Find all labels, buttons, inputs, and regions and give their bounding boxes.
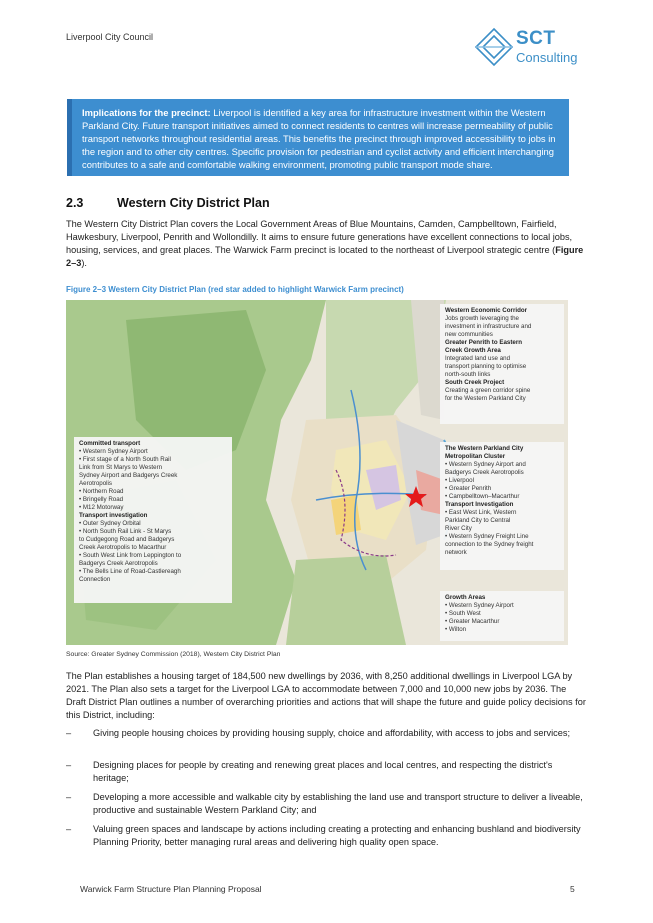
legend-line: Badgerys Creek Aerotropolis (79, 560, 158, 567)
legend-line: investment in infrastructure and (445, 323, 532, 330)
list-dash: – (66, 760, 72, 770)
legend-line: • North South Rail Link - St Marys (79, 528, 172, 535)
legend-heading: Metropolitan Cluster (445, 453, 506, 460)
logo-text: SCT (516, 28, 556, 49)
header-organisation: Liverpool City Council (66, 32, 154, 42)
list-dash: – (66, 792, 72, 802)
legend-heading: Creek Growth Area (445, 347, 501, 354)
legend-line: • East West Link, Western (445, 509, 517, 516)
sct-consulting-logo (472, 24, 590, 72)
list-dash: – (66, 728, 72, 738)
legend-line: Link from St Marys to Western (79, 464, 163, 471)
legend-line: Integrated land use and (445, 355, 511, 362)
legend-line: network (445, 549, 467, 556)
legend-line: for the Western Parkland City (445, 395, 526, 402)
plan-paragraph: The Plan establishes a housing target of 184,500 new dwellings by 2036, with 8,250 additional dwellings in Liverpool LGA by 2021. The Plan also sets a target for the Liverpool LGA to accommodate between 7,000 and 10,000 new jobs by 2036. The Draft District Plan outlines a number of overarching priorities and actions that will shape the future and guide policy decisions for this District, including: (66, 671, 586, 720)
implications-callout (67, 99, 569, 176)
legend-line: north-south links (445, 371, 491, 378)
footer-title: Warwick Farm Structure Plan Planning Proposal (80, 884, 262, 894)
legend-line: Connection (79, 576, 111, 583)
legend-line: • The Bells Line of Road-Castlereagh (79, 568, 181, 575)
legend-line: • Wilton (445, 626, 467, 633)
list-item-text: Designing places for people by creating and renewing great places and local centres, and respecting the district's heritage; (93, 760, 553, 783)
legend-heading: Transport Investigation (445, 501, 514, 508)
legend-line: Sydney Airport and Badgerys Creek (79, 472, 178, 479)
legend-line: • Greater Penrith (445, 485, 492, 492)
section-title: Western City District Plan (117, 196, 270, 210)
legend-line: Creek Aerotropolis to Macarthur (79, 544, 167, 551)
legend-line: Jobs growth leveraging the (445, 315, 519, 322)
legend-line: Aerotropolis (79, 480, 113, 487)
intro-figure-ref: Figure 2–3 (66, 245, 584, 268)
legend-heading: Transport investigation (79, 512, 148, 519)
district-plan-map (66, 300, 568, 645)
logo-subtext: Consulting (516, 50, 578, 65)
map-legend-left (74, 437, 232, 603)
callout-lead: Implications for the precinct: (82, 107, 211, 118)
intro-paragraph (66, 218, 586, 270)
legend-line: transport planning to optimise (445, 363, 527, 370)
legend-line: Creating a green corridor spine (445, 387, 531, 394)
legend-line: • Western Sydney Airport (445, 602, 514, 609)
legend-line: connection to the Sydney freight (445, 541, 534, 548)
intro-end: ). (81, 258, 87, 268)
logo-mark-icon (472, 26, 516, 70)
legend-line: • Western Sydney Airport (79, 448, 148, 455)
figure-caption: Figure 2–3 Western City District Plan (red star added to highlight Warwick Farm precinct) (66, 285, 404, 294)
map-legend-right-mid (440, 442, 564, 570)
callout-body: Liverpool is identified a key area for infrastructure investment within the Western Parkland City. Future transport initiatives aimed to connect residents to centres will increase permeability of public transport networks throughout residential areas. This benefits the precinct through improved accessibility to jobs in the region and to other city centres. Specific provision for pedestrian and cyclist activity and efficient interchanging contributes to a safe and comfortable walking environment, promoting public transport mode share. (82, 107, 556, 170)
legend-line: • Liverpool (445, 477, 474, 484)
legend-line: • Northern Road (79, 488, 124, 495)
legend-line: River City (445, 525, 472, 532)
list-dash: – (66, 824, 72, 834)
legend-heading: The Western Parkland City (445, 445, 524, 452)
legend-line: • Western Sydney Airport and (445, 461, 526, 468)
map-legend-right-top (440, 304, 564, 424)
legend-line: • First stage of a North South Rail (79, 456, 171, 463)
legend-line: • M12 Motorway (79, 504, 124, 511)
legend-line: Parkland City to Central (445, 517, 511, 524)
legend-line: • Bringelly Road (79, 496, 124, 503)
map-legend-right-bottom (440, 591, 564, 641)
legend-line: • South West (445, 610, 481, 617)
legend-line: • Campbelltown–Macarthur (445, 493, 520, 500)
legend-line: new communities (445, 331, 493, 338)
legend-line: • Outer Sydney Orbital (79, 520, 141, 527)
legend-heading: South Creek Project (445, 379, 505, 386)
legend-heading: Western Economic Corridor (445, 307, 528, 314)
intro-text: The Western City District Plan covers the Local Government Areas of Blue Mountains, Camden, Campbelltown, Fairfield, Hawkesbury, Liverpool, Penrith and Wollondilly. It aims to ensure future generations have excellent connections to local jobs, housing, services, and great places. The Warwick Farm precinct is located to the northeast of Liverpool strategic centre ( (66, 219, 573, 255)
figure-source: Source: Greater Sydney Commission (2018), Western City District Plan (66, 651, 281, 658)
legend-line: • South West Link from Leppington to (79, 552, 182, 559)
legend-line: to Cudgegong Road and Badgerys (79, 536, 175, 543)
legend-line: • Western Sydney Freight Line (445, 533, 529, 540)
page-number: 5 (570, 884, 575, 894)
list-item-text: Valuing green spaces and landscape by actions including creating a protecting and enhancing bushland and biodiversity Planning Priority, better managing rural areas and delivering high quality open space. (93, 824, 581, 847)
legend-line: Badgerys Creek Aerotropolis (445, 469, 524, 476)
legend-heading: Growth Areas (445, 594, 486, 601)
legend-heading: Greater Penrith to Eastern (445, 339, 523, 346)
section-number: 2.3 (66, 196, 84, 210)
list-item-text: Giving people housing choices by providing housing supply, choice and affordability, with access to jobs and services; (93, 728, 571, 738)
legend-heading: Committed transport (79, 440, 141, 447)
list-item-text: Developing a more accessible and walkable city by establishing the land use and transport structure to deliver a liveable, productive and sustainable Western Parkland City; and (93, 792, 583, 815)
legend-line: • Greater Macarthur (445, 618, 500, 625)
